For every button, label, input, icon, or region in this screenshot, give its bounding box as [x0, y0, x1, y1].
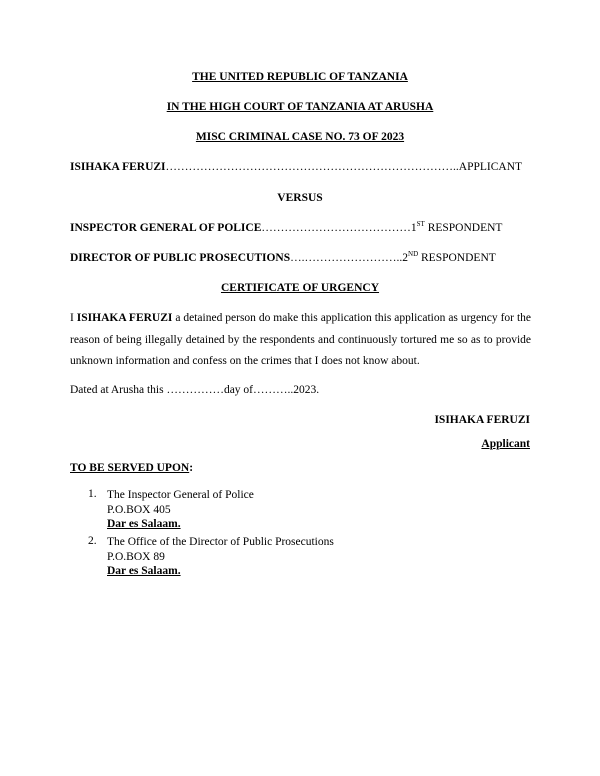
versus-label: VERSUS: [277, 192, 323, 204]
certificate-title: CERTIFICATE OF URGENCY: [220, 282, 380, 294]
case-number-heading: MISC CRIMINAL CASE NO. 73 OF 2023: [195, 131, 405, 143]
dated-line: Dated at Arusha this ……………day of………..2023.: [70, 384, 320, 396]
body-text: a detained person do make this application this application as urgency for the reason of being illegally detained by the respondents and continuously tortured me so as to provide unknown information and confess on the crimes that I does not know about.: [70, 312, 531, 367]
respondent1-ordinal: ST: [416, 220, 425, 228]
signature-role: Applicant: [481, 438, 530, 450]
certificate-body: [70, 308, 531, 373]
applicant-role: APPLICANT: [458, 161, 523, 173]
respondent1-name: INSPECTOR GENERAL OF POLICE: [70, 222, 262, 234]
service-item-number: 2.: [88, 535, 97, 547]
applicant-line: [70, 161, 522, 173]
respondent1-line: [70, 222, 502, 234]
applicant-name: ISIHAKA FERUZI: [70, 161, 166, 173]
respondent2-name: DIRECTOR OF PUBLIC PROSECUTIONS: [70, 252, 291, 264]
signature-name: ISIHAKA FERUZI: [434, 414, 530, 426]
service-item-pobox: P.O.BOX 405: [107, 503, 171, 516]
service-item-city: Dar es Salaam.: [107, 518, 181, 530]
respondent1-role: RESPONDENT: [424, 222, 503, 234]
service-heading-text: TO BE SERVED UPON: [70, 462, 190, 474]
service-item-city: Dar es Salaam.: [107, 565, 181, 577]
service-item-number: 1.: [88, 488, 97, 500]
service-item-addressee: The Inspector General of Police: [107, 489, 254, 501]
service-heading: [70, 462, 193, 474]
service-heading-colon: :: [189, 462, 194, 474]
applicant-dots: …………………………………………………………………..: [165, 161, 459, 173]
respondent2-ordinal: ND: [408, 250, 419, 258]
body-prefix: I: [70, 312, 77, 324]
service-item-addressee: The Office of the Director of Public Prosecutions: [107, 536, 334, 548]
respondent2-line: [70, 252, 496, 264]
respondent1-dots: …………………………………1: [261, 222, 417, 234]
respondent2-role: RESPONDENT: [418, 252, 496, 264]
republic-heading: THE UNITED REPUBLIC OF TANZANIA: [192, 71, 408, 83]
body-applicant-name: ISIHAKA FERUZI: [76, 312, 173, 324]
court-heading: IN THE HIGH COURT OF TANZANIA AT ARUSHA: [166, 101, 434, 113]
respondent2-dots: ….……………………..2: [290, 252, 409, 264]
service-item-pobox: P.O.BOX 89: [107, 550, 165, 563]
